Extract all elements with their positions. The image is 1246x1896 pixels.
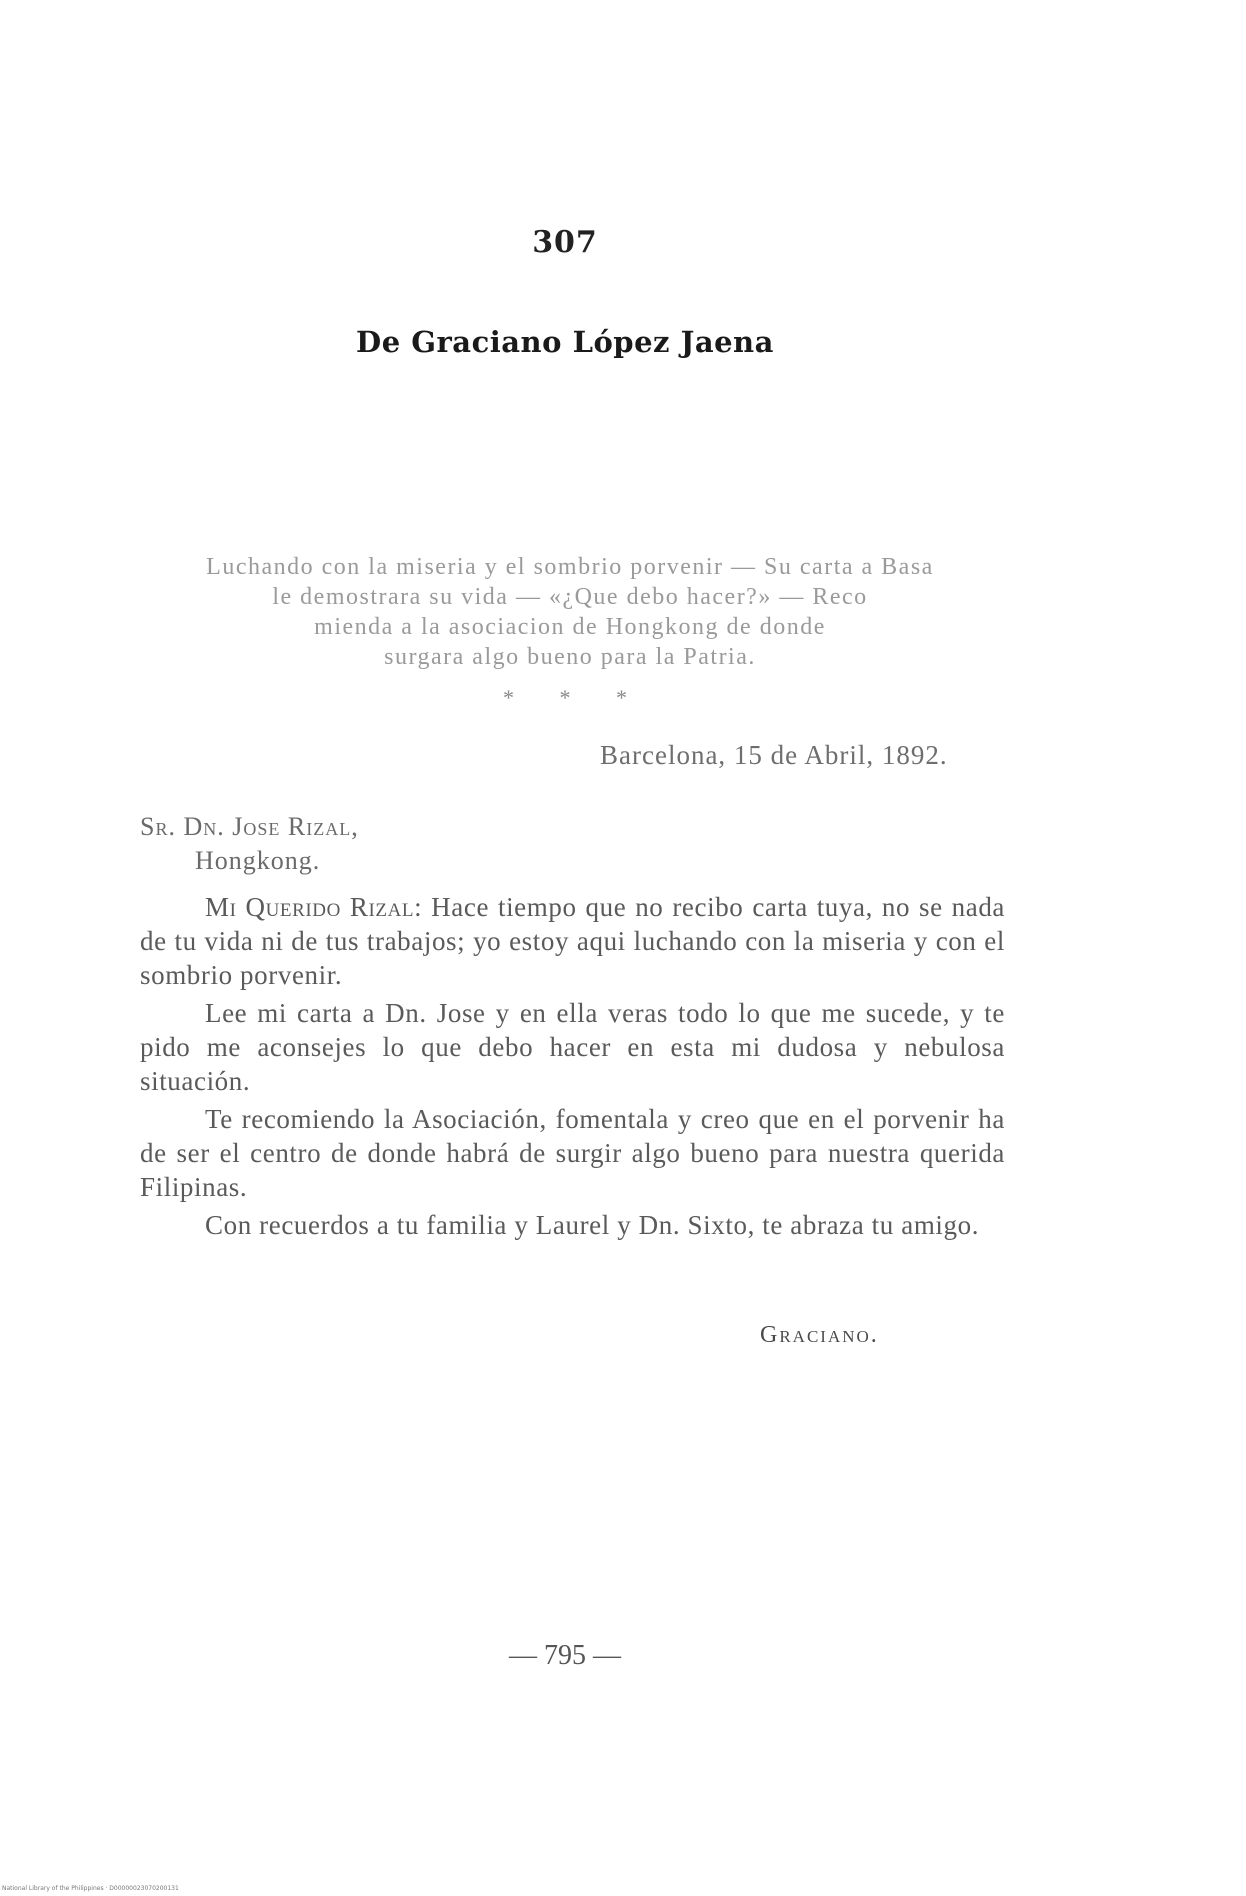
- summary-line: le demostrara su vida — «¿Que debo hacer?» — Reco: [272, 584, 868, 610]
- addressee-block: [140, 810, 740, 878]
- body-paragraph: Lee mi carta a Dn. Jose y en ella veras todo lo que me sucede, y te pido me aconsejes lo que debo hacer en esta mi dudosa y nebulosa situación.: [140, 998, 1005, 1096]
- letter-summary: [160, 552, 980, 672]
- salutation: Mi Querido Rizal:: [205, 892, 423, 922]
- summary-line: Luchando con la miseria y el sombrio porvenir — Su carta a Basa: [206, 554, 934, 580]
- body-paragraph: Con recuerdos a tu familia y Laurel y Dn. Sixto, te abraza tu amigo.: [205, 1210, 980, 1240]
- letter-heading: De Graciano López Jaena: [356, 325, 774, 359]
- paragraph-text: Hace tiempo que no recibo carta tuya, no se nada de tu vida ni de tus trabajos; yo estoy aqui luchando con la miseria y con el sombrio porvenir.: [140, 892, 1006, 990]
- letter-body: [140, 890, 1005, 1246]
- signature: Graciano.: [760, 1322, 879, 1348]
- body-paragraph: Te recomiendo la Asociación, fomentala y creo que en el porvenir ha de ser el centro de donde habrá de surgir algo bueno para nuestra querida Filipinas.: [140, 1104, 1005, 1202]
- body-paragraph: [140, 890, 1005, 992]
- letter-number: 307: [532, 225, 598, 260]
- footer-credit: National Library of the Philippines · D00000023070200131: [2, 1885, 179, 1892]
- page-number: — 795 —: [509, 1640, 621, 1671]
- section-separator: * * *: [503, 685, 627, 710]
- date-line: Barcelona, 15 de Abril, 1892.: [600, 740, 948, 770]
- addressee-name: Sr. Dn. Jose Rizal,: [140, 812, 359, 841]
- summary-line: mienda a la asociacion de Hongkong de donde: [314, 614, 826, 640]
- summary-line: surgara algo bueno para la Patria.: [384, 644, 756, 670]
- addressee-place: Hongkong.: [195, 846, 321, 875]
